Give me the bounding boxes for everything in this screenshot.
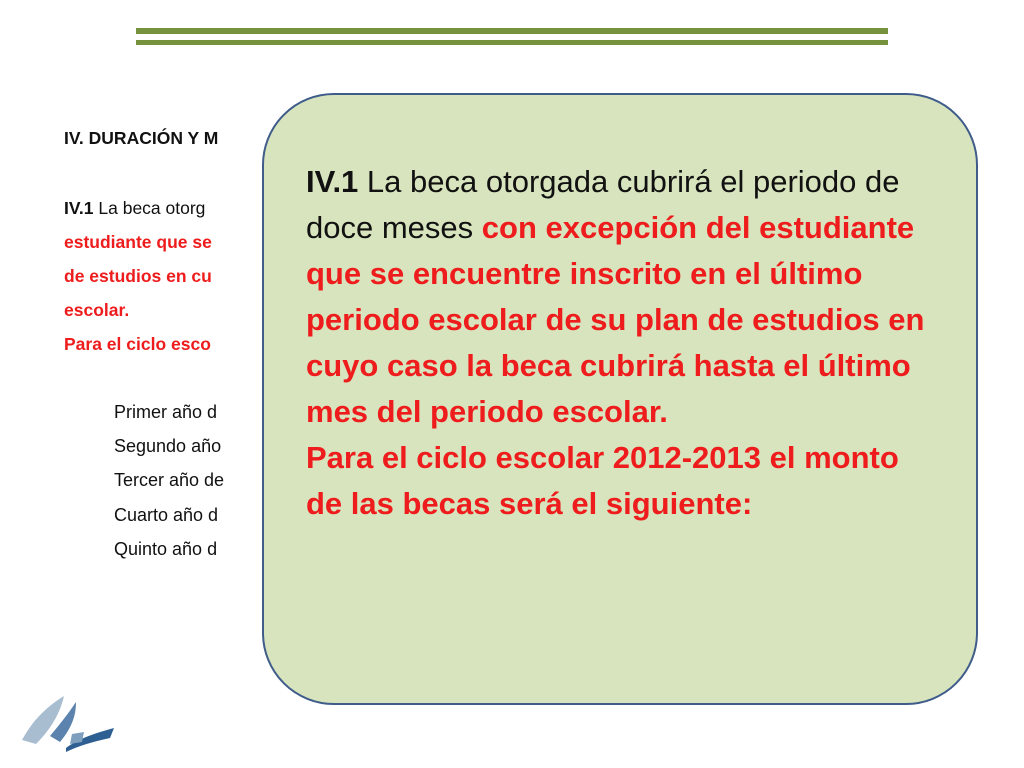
header-rule-bottom	[136, 40, 888, 45]
callout-red-text-2: Para el ciclo escolar 2012-2013 el monto de las becas será el siguiente:	[306, 440, 899, 521]
callout-red-text: con excepción del estudiante que se encuentre inscrito en el último periodo escolar de su plan de estudios en cuyo caso la beca cubrirá hasta el último mes del periodo escolar.	[306, 210, 925, 429]
list-item: Segundo año	[114, 436, 222, 456]
red-line-1: estudiante que se	[64, 232, 212, 252]
paragraph-number: IV.1	[64, 198, 94, 218]
header-rule-top	[136, 28, 888, 34]
red-line-4: Para el ciclo esco	[64, 334, 211, 354]
logo-icon	[20, 688, 116, 752]
red-line-3: escolar.	[64, 300, 130, 320]
paragraph-text: La beca otorg	[93, 198, 206, 218]
list-item: Tercer año de	[114, 470, 225, 490]
list-item: Primer año d	[114, 402, 218, 422]
paragraph-first-line	[64, 198, 205, 219]
callout-paragraph	[306, 159, 936, 435]
red-line-2: de estudios en cu	[64, 266, 212, 286]
callout-number: IV.1	[306, 164, 359, 199]
list-item: Cuarto año d	[114, 505, 219, 525]
list-item: Quinto año d	[114, 539, 218, 559]
section-heading: IV. DURACIÓN Y M	[64, 128, 219, 148]
callout-regular-text: La beca otorgada cubrirá el periodo de doce meses	[306, 164, 900, 245]
callout-box	[262, 93, 978, 705]
